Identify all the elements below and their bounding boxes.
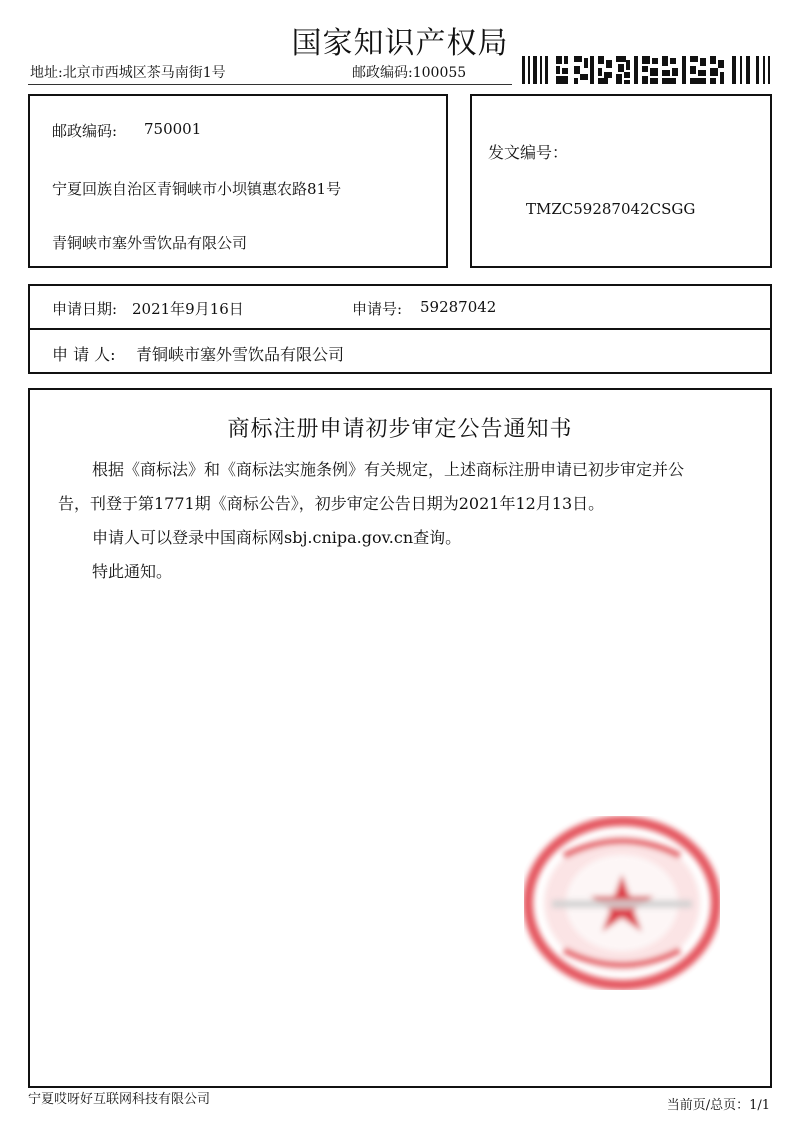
application-number-label: 申请号:	[352, 300, 403, 318]
recipient-postcode: 750001	[144, 120, 202, 138]
application-info-divider	[28, 328, 772, 330]
agency-postcode: 邮政编码:100055	[352, 65, 467, 81]
application-date-label: 申请日期:	[52, 300, 118, 318]
recipient-postcode-label: 邮政编码:	[52, 122, 118, 140]
applicant-name: 青铜峡市塞外雪饮品有限公司	[136, 345, 345, 364]
agency-title: 国家知识产权局	[291, 26, 509, 61]
notice-paragraph-1-line-1: 根据《商标法》和《商标法实施条例》有关规定，上述商标注册申请已初步审定并公	[92, 460, 685, 479]
footer-page-indicator: 当前页/总页：1/1	[666, 1098, 770, 1113]
agency-address: 地址:北京市西城区茶马南街1号	[30, 65, 226, 81]
notice-title: 商标注册申请初步审定公告通知书	[227, 417, 573, 442]
notice-paragraph-2: 申请人可以登录中国商标网sbj.cnipa.gov.cn查询。	[92, 528, 462, 547]
header-divider	[28, 84, 512, 85]
recipient-address: 宁夏回族自治区青铜峡市小坝镇惠农路81号	[52, 180, 342, 198]
application-number: 59287042	[420, 298, 497, 316]
application-date: 2021年9月16日	[132, 300, 244, 318]
barcode	[522, 56, 770, 84]
document-number: TMZC59287042CSGG	[526, 200, 696, 218]
recipient-name: 青铜峡市塞外雪饮品有限公司	[52, 234, 248, 252]
applicant-label: 申 请 人:	[52, 345, 116, 364]
notice-paragraph-3: 特此通知。	[92, 562, 173, 581]
notice-paragraph-1-line-2: 告，刊登于第1771期《商标公告》，初步审定公告日期为2021年12月13日。	[58, 494, 605, 513]
official-seal-icon	[524, 816, 720, 990]
document-number-label: 发文编号：	[488, 143, 569, 162]
document-number-box	[470, 94, 772, 268]
footer-company: 宁夏哎呀好互联网科技有限公司	[28, 1092, 211, 1107]
